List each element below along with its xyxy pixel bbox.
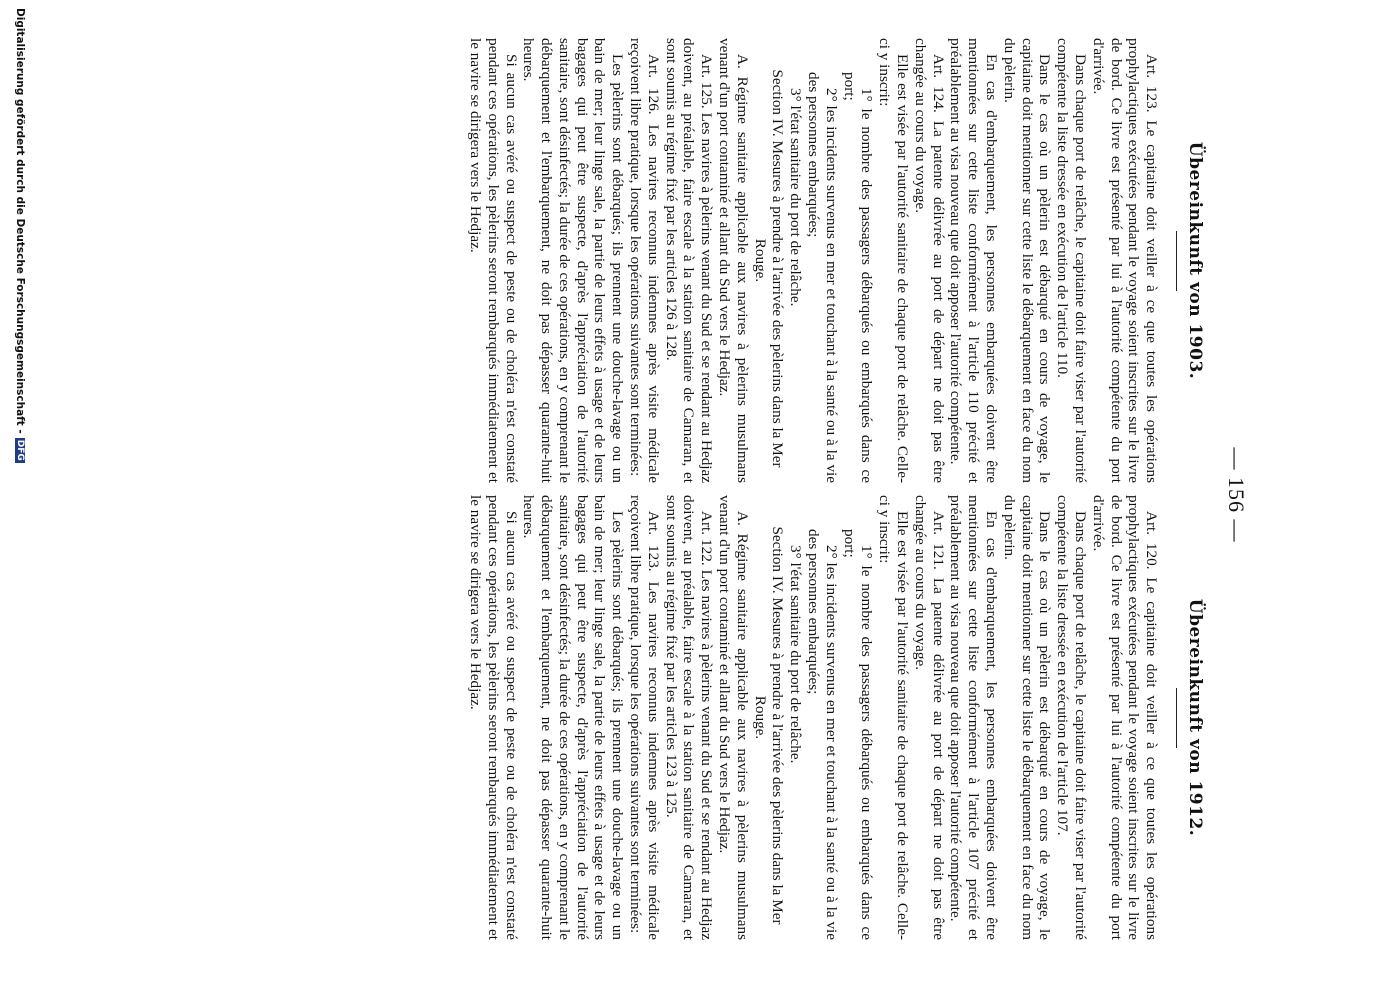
- list-item: 1° le nombre des passagers débarqués ou embarqués dans ce port;: [840, 72, 876, 483]
- paragraph: Les pèlerins sont débarqués; ils prennent une douche-lavage ou un bain de mer; leur linge sale, la partie de leurs effets à usage et de leurs bagages qui peut être suspecte, d'après l'appréciation de l'autorité sanitaire, sont désinfectés; la durée de ces opérations, en y comprenant le débarquement et l'embarquement, ne doit pas dépasser quarante-huit heures.: [520, 495, 627, 940]
- column-header-1912: Übereinkunft von 1912.: [1185, 598, 1205, 837]
- footer-text: Digitalisierung gefördert durch die Deutsche Forschungsgemeinschaft -: [14, 8, 26, 434]
- dfg-logo: DFG: [15, 439, 25, 461]
- paragraph: Art. 124. La patente délivrée au port de départ ne doit pas être changée au cours du voyage.: [911, 38, 947, 483]
- regime-heading: A. Régime sanitaire applicable aux navires à pèlerins musulmans venant d'un port contaminé et allant du Sud vers le Hedjaz.: [716, 495, 751, 940]
- paragraph: Art. 126. Les navires reconnus indemnes après visite médicale reçoivent libre pratique, lorsque les opérations suivantes sont terminées:: [627, 38, 662, 483]
- header-rule: [1176, 688, 1177, 748]
- column-1903: [466, 38, 1203, 483]
- paragraph: Dans chaque port de relâche, le capitaine doit faire viser par l'autorité compétente la liste dressée en exécution de l'article 107.: [1054, 495, 1090, 940]
- section-heading: Section IV. Mesures à prendre à l'arrivée des pèlerins dans la Mer Rouge.: [751, 526, 787, 925]
- paragraph: Art. 123. Les navires reconnus indemnes après visite médicale reçoivent libre pratique, lorsque les opérations suivantes sont terminées:: [627, 495, 662, 940]
- list-item: 2° les incidents survenus en mer et touchant à la santé ou à la vie des personnes embarquées;: [805, 529, 840, 940]
- paragraph: Art. 125. Les navires à pèlerins venant du Sud et se rendant au Hedjaz doivent, au préalable, faire escale à la station sanitaire de Camaran, et sont soumis au régime fixé par les articles 126 à 128.: [662, 38, 716, 483]
- paragraph: Dans chaque port de relâche, le capitaine doit faire viser par l'autorité compétente la liste dressée en exécution de l'article 110.: [1054, 38, 1090, 483]
- header-rule: [1176, 231, 1177, 291]
- regime-heading: A. Régime sanitaire applicable aux navires à pèlerins musulmans venant d'un port contaminé et allant du Sud vers le Hedjaz.: [716, 38, 751, 483]
- paragraph: Si aucun cas avéré ou suspect de peste ou de choléra n'est constaté pendant ces opérations, les pèlerins seront rembarqués immédiatement et le navire se dirigera vers le Hedjaz.: [466, 495, 520, 940]
- paragraph: En cas d'embarquement, les personnes embarquées doivent être mentionnées sur cette liste conformément à l'article 110 précité et préalablement au visa nouveau que doit apposer l'autorité compétente.: [947, 38, 1001, 483]
- paragraph: En cas d'embarquement, les personnes embarquées doivent être mentionnées sur cette liste conformément à l'article 107 précité et préalablement au visa nouveau que doit apposer l'autorité compétente.: [947, 495, 1001, 940]
- paragraph: Les pèlerins sont débarqués; ils prennent une douche-lavage ou un bain de mer; leur linge sale, la partie de leurs effets à usage et de leurs bagages qui peut être suspecte, d'après l'appréciation de l'autorité sanitaire, sont désinfectés; la durée de ces opérations, en y comprenant le débarquement et l'embarquement, ne doit pas dépasser quarante-huit heures.: [520, 38, 627, 483]
- paragraph: Elle est visée par l'autorité sanitaire de chaque port de relâche. Celle-ci y inscrit:: [876, 495, 912, 940]
- page-number: — 156 —: [1224, 447, 1249, 543]
- paragraph: Art. 121. La patente délivrée au port de départ ne doit pas être changée au cours du voyage.: [911, 495, 947, 940]
- paragraph: Art. 123. Le capitaine doit veiller à ce que toutes les opérations prophylactiques exécutées pendant le voyage soient inscrites sur le livre de bord. Ce livre est présenté par lui à l'autorité compétente du port d'arrivée.: [1089, 38, 1161, 483]
- paragraph: Si aucun cas avéré ou suspect de peste ou de choléra n'est constaté pendant ces opérations, les pèlerins seront rembarqués immédiatement et le navire se dirigera vers le Hedjaz.: [466, 38, 520, 483]
- column-header-1903: Übereinkunft von 1903.: [1185, 141, 1205, 380]
- paragraph: Elle est visée par l'autorité sanitaire de chaque port de relâche. Celle-ci y inscrit:: [876, 38, 912, 483]
- paragraph: Dans le cas où un pèlerin est débarqué en cours de voyage, le capitaine doit mentionner sur cette liste le débarquement en face du nom du pèlerin.: [1000, 38, 1054, 483]
- list-item: 2° les incidents survenus en mer et touchant à la santé ou à la vie des personnes embarquées;: [805, 72, 840, 483]
- paragraph: Art. 120. Le capitaine doit veiller à ce que toutes les opérations prophylactiques exécutées pendant le voyage soient inscrites sur le livre de bord. Ce livre est présenté par lui à l'autorité compétente du port d'arrivée.: [1089, 495, 1161, 940]
- paragraph: Dans le cas où un pèlerin est débarqué en cours de voyage, le capitaine doit mentionner sur cette liste le débarquement en face du nom du pèlerin.: [1000, 495, 1054, 940]
- paragraph: Art. 122. Les navires à pèlerins venant du Sud et se rendant au Hedjaz doivent, au préalable, faire escale à la station sanitaire de Camaran, et sont soumis au régime fixé par les articles 123 à 125.: [662, 495, 716, 940]
- digitization-footer: [14, 0, 26, 1008]
- column-1912: [466, 495, 1203, 940]
- section-heading: Section IV. Mesures à prendre à l'arrivée des pèlerins dans la Mer Rouge.: [751, 69, 787, 468]
- list-item: 1° le nombre des passagers débarqués ou embarqués dans ce port;: [840, 529, 876, 940]
- list-item: 3° l'état sanitaire du port de relâche.: [787, 545, 805, 764]
- list-item: 3° l'état sanitaire du port de relâche.: [787, 88, 805, 307]
